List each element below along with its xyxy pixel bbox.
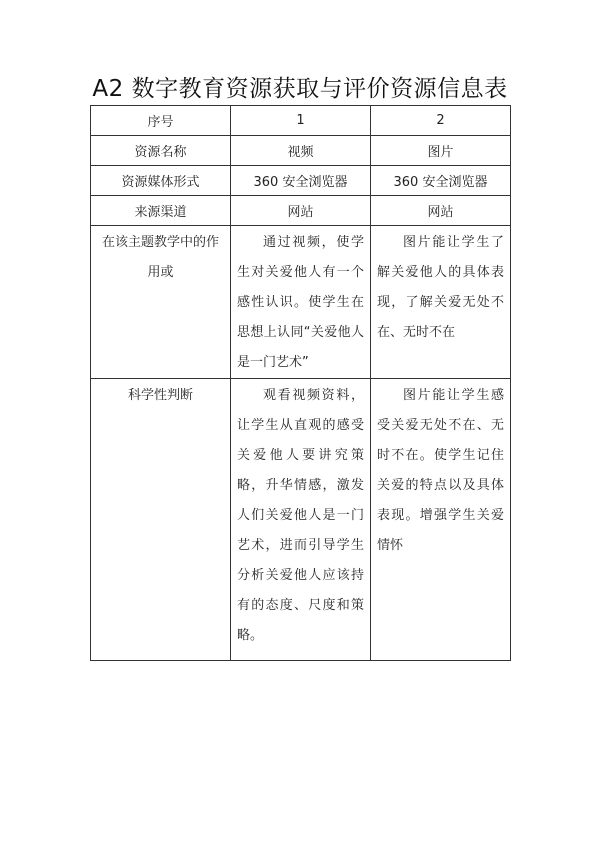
science-col2-cell <box>371 379 511 661</box>
table-row-media-form <box>91 166 511 196</box>
row-label-cell: 资源名称 <box>91 136 231 166</box>
row-col1-cell: 360 安全浏览器 <box>231 166 371 196</box>
row-col1-cell: 网站 <box>231 196 371 226</box>
resource-info-table <box>90 105 511 661</box>
row-col2-cell: 网站 <box>371 196 511 226</box>
science-col1-text: 观看视频资料，让学生从直观的感受关爱他人要讲究策略，升华情感，激发人们关爱他人是一门艺术，进而引导学生分析关爱他人应该持有的态度、尺度和策略。 <box>237 388 364 643</box>
science-label-cell <box>91 379 231 661</box>
table-row-source-channel <box>91 196 511 226</box>
science-label-text: 科学性判断 <box>127 388 193 403</box>
page-title: A2 数字教育资源获取与评价资源信息表 <box>92 76 508 102</box>
row-label-cell: 资源媒体形式 <box>91 166 231 196</box>
table-header-row <box>91 106 511 136</box>
table-row-teaching-role <box>91 226 511 379</box>
row-col2-cell: 图片 <box>371 136 511 166</box>
role-col1-cell <box>231 226 371 379</box>
role-col1-text: 通过视频，使学生对关爱他人有一个感性认识。使学生在思想上认同“关爱他人是一门艺术” <box>237 235 364 370</box>
table-row-scientific-judgment <box>91 379 511 661</box>
row-col2-cell: 360 安全浏览器 <box>371 166 511 196</box>
role-col2-text: 图片能让学生了解关爱他人的具体表现，了解关爱无处不在、无时不在 <box>377 235 504 340</box>
role-label-text: 在该主题教学中的作用或 <box>101 235 219 280</box>
header-label-cell: 序号 <box>91 106 231 136</box>
science-col1-cell <box>231 379 371 661</box>
row-col1-cell: 视频 <box>231 136 371 166</box>
table-row-resource-name <box>91 136 511 166</box>
header-col2-cell: 2 <box>371 106 511 136</box>
header-col1-cell: 1 <box>231 106 371 136</box>
role-col2-cell <box>371 226 511 379</box>
row-label-cell: 来源渠道 <box>91 196 231 226</box>
science-col2-text: 图片能让学生感受关爱无处不在、无时不在。使学生记住关爱的特点以及具体表现。增强学生关爱情怀 <box>377 388 504 553</box>
role-label-cell <box>91 226 231 379</box>
